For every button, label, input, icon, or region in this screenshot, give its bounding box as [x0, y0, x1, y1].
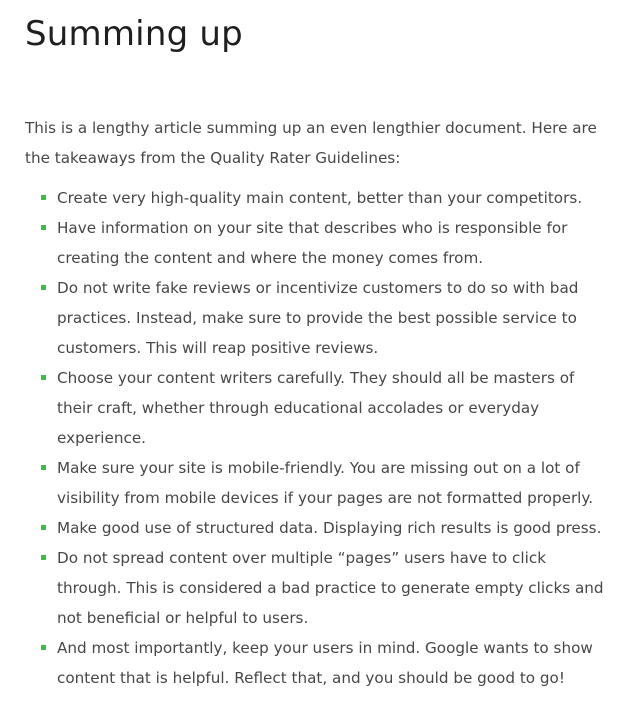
square-bullet-icon	[41, 645, 46, 650]
list-item-text: Create very high-quality main content, better than your competitors.	[57, 189, 583, 207]
list-item	[25, 273, 612, 363]
square-bullet-icon	[41, 285, 46, 290]
list-item	[25, 633, 612, 693]
list-item-text: Do not spread content over multiple “pages” users have to click through. This is considered a bad practice to generate empty clicks and not beneficial or helpful to users.	[57, 549, 604, 627]
list-item	[25, 453, 612, 513]
list-item	[25, 213, 612, 273]
takeaways-list	[25, 183, 612, 693]
list-item	[25, 183, 612, 213]
list-item	[25, 363, 612, 453]
list-item	[25, 513, 612, 543]
list-item-text: Do not write fake reviews or incentivize customers to do so with bad practices. Instead, make sure to provide the best possible service to customers. This will reap positive reviews.	[57, 279, 579, 357]
list-item-text: Make sure your site is mobile-friendly. You are missing out on a lot of visibility from mobile devices if your pages are not formatted properly.	[57, 459, 594, 507]
square-bullet-icon	[41, 465, 46, 470]
section-heading: Summing up	[25, 14, 243, 54]
square-bullet-icon	[41, 195, 46, 200]
square-bullet-icon	[41, 225, 46, 230]
list-item-text: And most importantly, keep your users in mind. Google wants to show content that is helpful. Reflect that, and you should be good to go!	[57, 639, 593, 687]
square-bullet-icon	[41, 375, 46, 380]
intro-paragraph: This is a lengthy article summing up an even lengthier document. Here are the takeaways from the Quality Rater Guidelines:	[25, 119, 597, 167]
list-item-text: Choose your content writers carefully. They should all be masters of their craft, whether through educational accolades or everyday experience.	[57, 369, 575, 447]
square-bullet-icon	[41, 525, 46, 530]
list-item-text: Make good use of structured data. Displaying rich results is good press.	[57, 519, 602, 537]
list-item	[25, 543, 612, 633]
square-bullet-icon	[41, 555, 46, 560]
list-item-text: Have information on your site that describes who is responsible for creating the content and where the money comes from.	[57, 219, 568, 267]
